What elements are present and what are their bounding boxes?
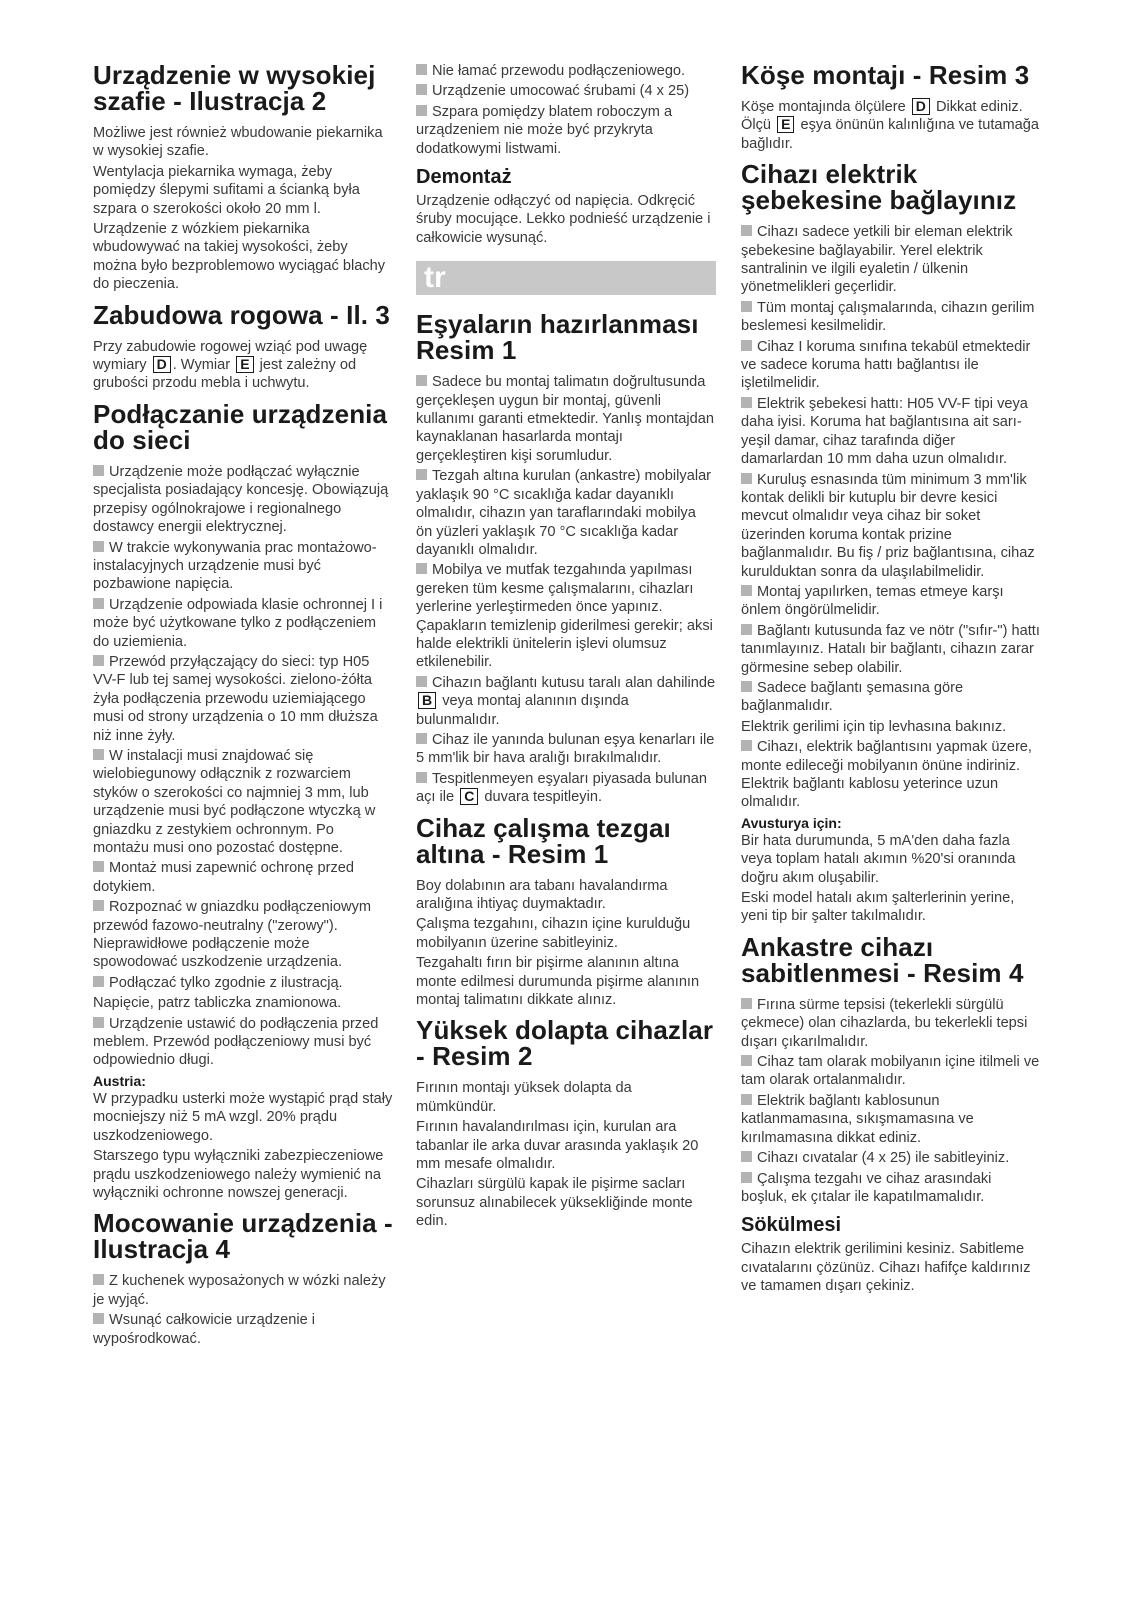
section-title: Mocowanie urządzenia - Ilustracja 4 [93, 1208, 393, 1265]
section-title: Ankastre cihazı sabitlenmesi - Resim 4 [741, 931, 1024, 988]
bullet-square-icon [741, 1151, 752, 1162]
bullet-item: Mobilya ve mutfak tezgahında yapılması gereken tüm kesme çalışmalarını, cihazları yerlerine yerleştirmeden önce yapınız. Çapakların temizlenip giderilmesi gerekir; aksi halde elektrikli ünitelerin işlevi olumsuz etkilenebilir. [416, 562, 713, 671]
bullet-square-icon [93, 598, 104, 609]
bullet-square-icon [93, 900, 104, 911]
bullet-square-icon [741, 1094, 752, 1105]
bullet-square-icon [416, 676, 427, 687]
section-corner-tr [741, 62, 1041, 153]
bullet-item: Tespitlenmeyen eşyaları piyasada bulunan açı ile C duvara tespitleyin. [416, 770, 708, 806]
section-connection-pl [93, 398, 393, 1202]
column-middle [416, 62, 716, 1239]
bullet-square-icon [93, 1017, 104, 1028]
bullet-square-icon [93, 541, 104, 552]
column-right [741, 62, 1041, 1304]
bullet-square-icon [416, 64, 427, 75]
bullet-item: Przewód przyłączający do sieci: typ H05 VV-F lub tej samej wysokości. zielono-żółta żyła podłączenia przewodu uziemiającego musi od strony urządzenia o 10 mm dłuższa niż inne żyły. [93, 653, 378, 744]
bullet-square-icon [741, 1172, 752, 1183]
section-title: Zabudowa rogowa - Il. 3 [93, 299, 390, 330]
section-undercounter-tr [416, 812, 716, 1010]
bullet-square-icon [416, 84, 427, 95]
bullet-item: Urządzenie odpowiada klasie ochronnej I i może być użytkowane tylko z podłączeniem do uziemienia. [93, 596, 383, 650]
paragraph: Fırının havalandırılması için, kurulan ara tabanlar ile arka duvar arasında yaklaşık 20 mm mesafe olmalıdır. [416, 1119, 699, 1173]
paragraph: Cihazları sürgülü kapak ile pişirme sacları sorunsuz alınabilecek yüksekliğinde monte edin. [416, 1176, 693, 1230]
section-fixing-pl [93, 1210, 393, 1348]
paragraph: Tezgahaltı fırın bir pişirme alanının altına monte edilmesi durumunda pişirme alanının montaj talimatını dikkate alınız. [416, 955, 700, 1009]
dimension-box-d: D [153, 356, 171, 373]
section-high-cabinet-pl [93, 62, 393, 294]
bullet-square-icon [741, 340, 752, 351]
bullet-item: Tezgah altına kurulan (ankastre) mobilyalar yaklaşık 90 °C sıcaklığa kadar dayanıklı olmalıdır, cihazın yan taraflarındaki mobilya ön yüzleri yaklaşık 70 °C sıcaklığa kadar dayanıklı olmalıdır. [416, 468, 712, 558]
bullet-item: Cihazı, elektrik bağlantısını yapmak üzere, monte edileceği mobilyanın önüne indiriniz. Elektrik bağlantı kablosu yeterince uzun olmalıdır. [741, 739, 1032, 811]
bullet-square-icon [416, 733, 427, 744]
paragraph [93, 338, 393, 393]
bullet-square-icon [741, 681, 752, 692]
bullet-item: Cihaz ile yanında bulunan eşya kenarları ile 5 mm'lik bir hava aralığı bırakılmalıdır. [416, 731, 715, 767]
text-run: . Wymiar [172, 357, 231, 374]
section-removal-tr [741, 1214, 1041, 1295]
bullet-item: Cihazı sadece yetkili bir eleman elektrik şebekesine bağlayabilir. Yerel elektrik santralinin ve ilgili eyaletin / ülkenin yönetmelikleri geçerlidir. [741, 224, 1013, 296]
dimension-box-b: B [418, 692, 436, 709]
bullet-square-icon [741, 585, 752, 596]
bullet-item: Montaj yapılırken, temas etmeye karşı önlem öngörülmelidir. [741, 583, 1004, 619]
bullet-item: Sadece bağlantı şemasına göre bağlanmalıdır. [741, 679, 964, 715]
dimension-box-d: D [912, 98, 930, 115]
paragraph: Urządzenie z wózkiem piekarnika wbudowywać na takiej wysokości, żeby można było bezproblemowo wyciągać blachy do pieczenia. [93, 221, 386, 293]
text-run: jest zależny od grubości przodu mebla i uchwytu. [93, 357, 357, 392]
section-high-cabinet-tr [416, 1017, 716, 1230]
bullet-item: Urządzenie umocować śrubami (4 x 25) [416, 82, 716, 100]
bullet-item: Fırına sürme tepsisi (tekerlekli sürgülü çekmece) olan cihazlarda, bu tekerlekli tepsi dışarı çıkarılmalıdır. [741, 996, 1028, 1050]
section-title: Podłączanie urządzenia do sieci [93, 398, 388, 455]
bullet-item: Urządzenie może podłączać wyłącznie specjalista posiadający koncesję. Obowiązują przepisy ogólnokrajowe i regionalnego dostawcy energii elektrycznej. [93, 463, 389, 536]
section-removal-pl [416, 166, 716, 247]
section-prep-tr [416, 311, 716, 806]
paragraph: W przypadku usterki może wystąpić prąd stały mocniejszy niż 5 mA wzgl. 20% prądu uszkodzeniowego. [93, 1090, 393, 1144]
bullet-square-icon [93, 1274, 104, 1285]
austria-label: Avusturya için: [741, 814, 842, 831]
bullet-item: Wsunąć całkowicie urządzenie i wypośrodkować. [93, 1312, 316, 1347]
bullet-square-icon [93, 1313, 104, 1324]
bullet-square-icon [741, 301, 752, 312]
paragraph: Boy dolabının ara tabanı havalandırma aralığına ihtiyaç duymaktadır. [416, 877, 668, 912]
bullet-item: Podłączać tylko zgodnie z ilustracją. [93, 974, 393, 992]
bullet-square-icon [741, 225, 752, 236]
bullet-item: Elektrik bağlantı kablosunun katlanmamasına, sıkışmamasına ve kırılmamasına dikkat ediniz. [741, 1092, 974, 1146]
bullet-square-icon [741, 1055, 752, 1066]
section-subtitle: Demontaż [416, 166, 512, 189]
bullet-square-icon [741, 624, 752, 635]
bullet-square-icon [93, 655, 104, 666]
bullet-item: Montaż musi zapewnić ochronę przed dotykiem. [93, 860, 354, 895]
bullet-item: Nie łamać przewodu podłączeniowego. [416, 62, 716, 80]
language-code: tr [424, 261, 446, 295]
bullet-square-icon [741, 397, 752, 408]
section-title: Urządzenie w wysokiej szafie - Ilustracja 2 [93, 60, 376, 116]
text-run: Przy zabudowie rogowej wziąć pod uwagę wymiary [93, 338, 368, 374]
bullet-item: Cihaz tam olarak mobilyanın içine itilmeli ve tam olarak ortalanmalıdır. [741, 1054, 1040, 1089]
bullet-item: Urządzenie ustawić do podłączenia przed meblem. Przewód podłączeniowy musi być odpowiednio długi. [93, 1015, 379, 1069]
section-title: Köşe montajı - Resim 3 [741, 60, 1030, 90]
bullet-square-icon [416, 375, 427, 386]
bullet-square-icon [93, 861, 104, 872]
section-title: Cihaz çalışma tezgaı altına - Resim 1 [416, 812, 671, 869]
bullet-item: Szpara pomiędzy blatem roboczym a urządzeniem nie może być przykryta dodatkowymi listwami. [416, 103, 673, 157]
bullet-square-icon [416, 469, 427, 480]
bullet-square-icon [93, 465, 104, 476]
bullet-square-icon [93, 976, 104, 987]
bullet-item: W trakcie wykonywania prac montażowo-instalacyjnych urządzenie musi być pozbawione napięcia. [93, 539, 377, 593]
bullet-square-icon [741, 740, 752, 751]
paragraph: Bir hata durumunda, 5 mA'den daha fazla veya toplam hatalı akımın %20'si oranında doğru akım oluşabilir. [741, 832, 1016, 886]
bullet-item: Sadece bu montaj talimatın doğrultusunda gerçekleşen uygun bir montaj, güvenli kullanımı garanti etmektedir. Yanlış montajdan kaynaklanan hasarlarda montajı gerçekleştiren kişi sorumludur. [416, 374, 714, 464]
paragraph: Çalışma tezgahını, cihazın içine kurulduğu mobilyanın üzerine sabitleyiniz. [416, 916, 691, 951]
bullet-item: Bağlantı kutusunda faz ve nötr ("sıfır-") hattı tanımlayınız. Hatalı bir bağlantı, cihazın zarar görmesine sebep olabilir. [741, 622, 1040, 676]
section-title: Cihazı elektrik şebekesine bağlayınız [741, 159, 1017, 216]
dimension-box-c: C [460, 788, 478, 805]
section-subtitle: Sökülmesi [741, 1214, 842, 1237]
section-connection-tr [741, 161, 1041, 926]
section-fixing-pl-cont [416, 62, 716, 158]
paragraph: Urządzenie odłączyć od napięcia. Odkręcić śruby mocujące. Lekko podnieść urządzenie i całkowicie wysunąć. [416, 193, 711, 246]
bullet-item: Z kuchenek wyposażonych w wózki należy je wyjąć. [93, 1273, 386, 1308]
paragraph: Eski model hatalı akım şalterlerinin yerine, yeni tip bir şalter takılmalıdır. [741, 890, 1015, 925]
bullet-item: Rozpoznać w gniazdku podłączeniowym przewód fazowo-neutralny ("zerowy"). Nieprawidłowe podłączenie może spowodować uszkodzenie urządzenia. [93, 899, 372, 971]
bullet-item: Cihazı cıvatalar (4 x 25) ile sabitleyiniz. [741, 1149, 1041, 1167]
column-left [93, 62, 393, 1356]
paragraph: Köşe montajında ölçülere D Dikkat ediniz. Ölçü E eşya önünün kalınlığına ve tutamağa bağlıdır. [741, 98, 1040, 152]
bullet-square-icon [416, 772, 427, 783]
paragraph: Cihazın elektrik gerilimini kesiniz. Sabitleme cıvatalarını çözünüz. Cihazı hafifçe kaldırınız ve tamamen dışarı çekiniz. [741, 1241, 1031, 1295]
bullet-square-icon [741, 473, 752, 484]
bullet-square-icon [741, 998, 752, 1009]
paragraph: Starszego typu wyłączniki zabezpieczeniowe prądu uszkodzeniowego należy wymienić na wyłączniki ochronne nowszej generacji. [93, 1148, 384, 1201]
bullet-item: Tüm montaj çalışmalarında, cihazın gerilim beslemesi kesilmelidir. [741, 299, 1035, 335]
paragraph: Fırının montajı yüksek dolapta da mümkündür. [416, 1080, 632, 1115]
bullet-item: Çalışma tezgahı ve cihaz arasındaki boşluk, ek çıtalar ile kapatılmamalıdır. [741, 1170, 992, 1205]
section-fixing-tr [741, 931, 1041, 1206]
dimension-box-e: E [236, 356, 253, 373]
paragraph: Możliwe jest również wbudowanie piekarnika w wysokiej szafie. [93, 125, 383, 160]
bullet-square-icon [416, 105, 427, 116]
bullet-item: Cihazın bağlantı kutusu taralı alan dahilinde B veya montaj alanının dışında bulunmalıdır. [416, 674, 716, 728]
bullet-item: Cihaz I koruma sınıfına tekabül etmektedir ve sadece koruma hattı bağlantısı ile işletilmelidir. [741, 338, 1031, 392]
section-corner-pl [93, 299, 393, 393]
bullet-square-icon [93, 749, 104, 760]
bullet-item: Elektrik şebekesi hattı: H05 VV-F tipi veya daha iyisi. Koruma hat bağlantısına ait sarı-yeşil damar, cihaz tarafında diğer damarlardan 10 mm daha uzun olmalıdır. [741, 395, 1028, 468]
paragraph: Napięcie, patrz tabliczka znamionowa. [93, 995, 342, 1012]
section-title: Eşyaların hazırlanması Resim 1 [416, 309, 699, 366]
bullet-square-icon [416, 563, 427, 574]
bullet-item: Kuruluş esnasında tüm minimum 3 mm'lik kontak delikli bir kutuplu bir devre kesici mevcut olmalıdır veya cihaz bir soket üzerinden koruma kontak prizine bağlanmalıdır. Bu fiş / priz bağlantısına, cihaz kurulduktan sonra da ulaşılabilmelidir. [741, 471, 1035, 580]
section-title: Yüksek dolapta cihazlar - Resim 2 [416, 1015, 714, 1072]
language-bar [416, 261, 716, 295]
dimension-box-e: E [777, 116, 794, 133]
bullet-item: W instalacji musi znajdować się wielobiegunowy odłącznik z rozwarciem styków o szerokości co najmniej 3 mm, lub urządzenie musi być podłączone wtyczką w gniazdku z zestykiem ochronnym. Po montażu musi ono pozostać dostępne. [93, 747, 376, 856]
paragraph: Elektrik gerilimi için tip levhasına bakınız. [741, 718, 1007, 735]
paragraph: Wentylacja piekarnika wymaga, żeby pomiędzy ślepymi sufitami a ścianką była szpara o szerokości około 20 mm l. [93, 163, 360, 217]
austria-label: Austria: [93, 1072, 146, 1089]
